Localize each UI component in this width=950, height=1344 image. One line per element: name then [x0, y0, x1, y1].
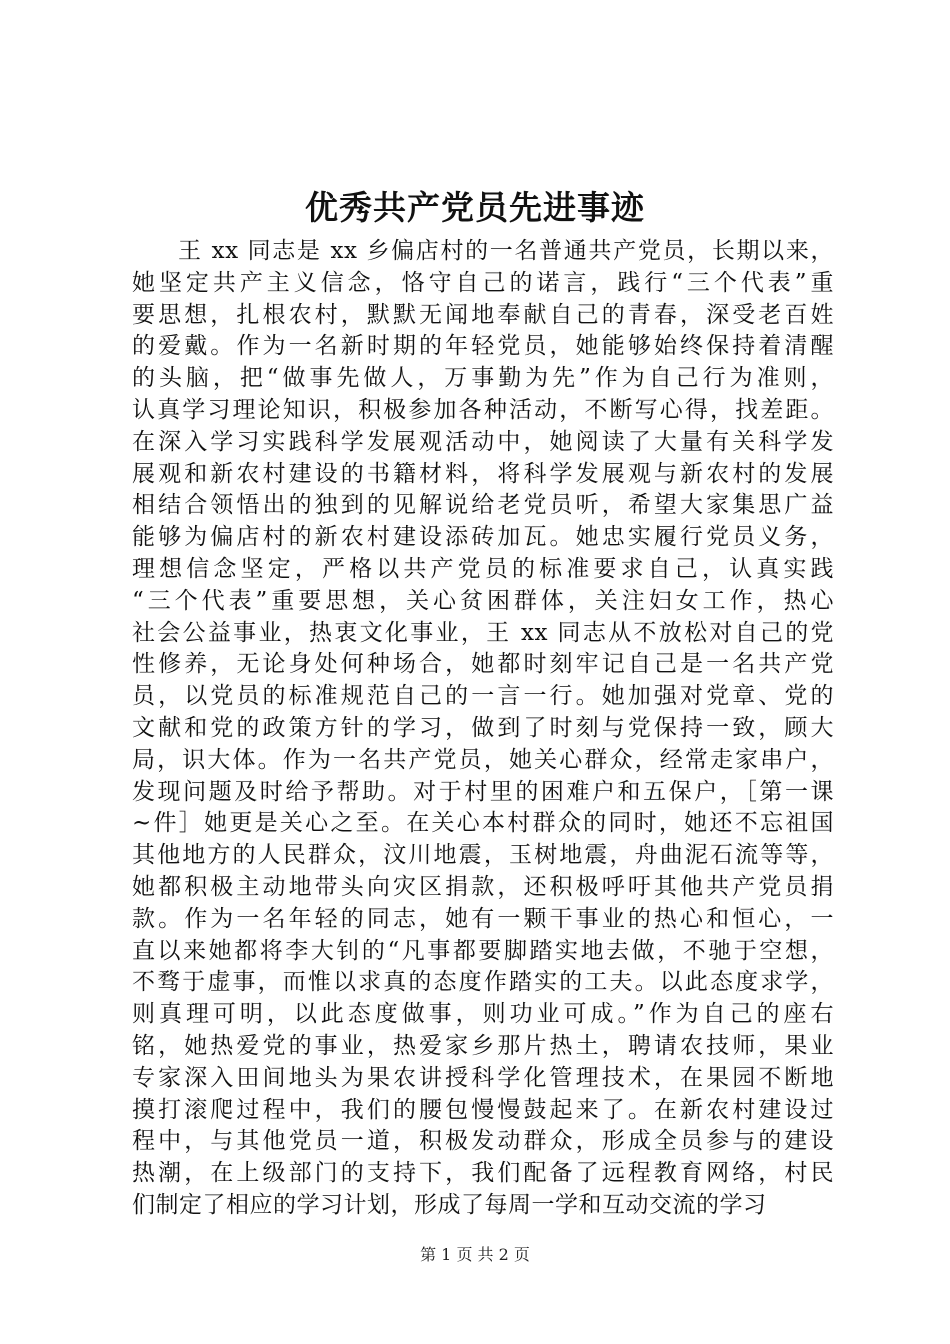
body-line: 性修养，无论身处何种场合，她都时刻牢记自己是一名共产党	[132, 651, 834, 678]
body-line: 员，以党员的标准规范自己的一言一行。她加强对党章、党的	[132, 683, 834, 710]
body-line: 要思想，扎根农村，默默无闻地奉献自己的青春，深受老百姓	[132, 301, 834, 328]
body-line: 的爱戴。作为一名新时期的年轻党员，她能够始终保持着清醒	[132, 333, 834, 360]
body-line: 展观和新农村建设的书籍材料，将科学发展观与新农村的发展	[132, 460, 834, 487]
body-line: 局，识大体。作为一名共产党员，她关心群众，经常走家串户，	[132, 746, 834, 773]
document-body	[132, 236, 834, 1222]
body-line: 在深入学习实践科学发展观活动中，她阅读了大量有关科学发	[132, 428, 834, 455]
body-line: 发现问题及时给予帮助。对于村里的困难户和五保户，［第一课	[132, 778, 834, 805]
body-line: 则真理可明，以此态度做事，则功业可成。”作为自己的座右	[132, 1001, 834, 1028]
body-line: 其他地方的人民群众，汶川地震，玉树地震，舟曲泥石流等等，	[132, 842, 834, 869]
body-line: 铭，她热爱党的事业，热爱家乡那片热土，聘请农技师，果业	[132, 1032, 834, 1059]
body-line: 摸打滚爬过程中，我们的腰包慢慢鼓起来了。在新农村建设过	[132, 1096, 834, 1123]
body-line: 款。作为一名年轻的同志，她有一颗干事业的热心和恒心，一	[132, 905, 834, 932]
body-line: ~件］她更是关心之至。在关心本村群众的同时，她还不忘祖国	[132, 810, 834, 837]
body-line: 程中，与其他党员一道，积极发动群众，形成全员参与的建设	[132, 1128, 834, 1155]
body-line: 能够为偏店村的新农村建设添砖加瓦。她忠实履行党员义务，	[132, 524, 834, 551]
body-line: 理想信念坚定，严格以共产党员的标准要求自己，认真实践	[132, 555, 834, 582]
body-line: 直以来她都将李大钊的“凡事都要脚踏实地去做，不驰于空想，	[132, 937, 834, 964]
page-footer: 第 1 页 共 2 页	[420, 1245, 530, 1264]
body-line: 文献和党的政策方针的学习，做到了时刻与党保持一致，顾大	[132, 714, 834, 741]
body-line: 王 xx 同志是 xx 乡偏店村的一名普通共产党员，长期以来，	[178, 238, 834, 264]
body-line: 不骛于虚事，而惟以求真的态度作踏实的工夫。以此态度求学，	[132, 969, 834, 996]
body-line: 她坚定共产主义信念，恪守自己的诺言，践行“三个代表”重	[132, 269, 834, 296]
body-line: 社会公益事业，热衷文化事业，王 xx 同志从不放松对自己的党	[132, 619, 834, 646]
body-line: 热潮，在上级部门的支持下，我们配备了远程教育网络，村民	[132, 1160, 834, 1187]
body-line: 她都积极主动地带头向灾区捐款，还积极呼吁其他共产党员捐	[132, 873, 834, 900]
body-line: “三个代表”重要思想，关心贫困群体，关注妇女工作，热心	[132, 587, 834, 614]
body-line: 们制定了相应的学习计划，形成了每周一学和互动交流的学习	[132, 1191, 767, 1218]
body-line: 认真学习理论知识，积极参加各种活动，不断写心得，找差距。	[132, 396, 834, 423]
document-title: 优秀共产党员先进事迹	[305, 188, 645, 227]
body-line: 相结合领悟出的独到的见解说给老党员听，希望大家集思广益	[132, 492, 834, 519]
body-line: 的头脑，把“做事先做人，万事勤为先”作为自己行为准则，	[132, 365, 834, 392]
body-line: 专家深入田间地头为果农讲授科学化管理技术，在果园不断地	[132, 1064, 834, 1091]
